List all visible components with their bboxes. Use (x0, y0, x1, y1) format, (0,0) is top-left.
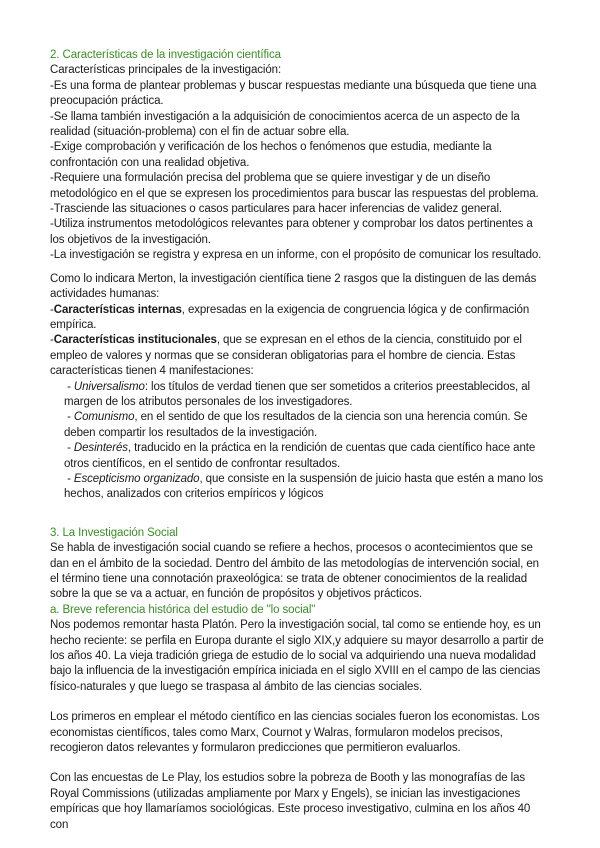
manifestation-text: , en el sentido de que los resultados de la ciencia son una herencia común. Se deben compartir los resultados de la investigación. (64, 411, 528, 439)
history-paragraph-1: Nos podemos remontar hasta Platón. Pero la investigación social, tal como se entiende hoy, es un hecho reciente: se perfila en Europa durante el siglo XIX,y adquiere su mayor desarrollo a partir de los años 40. La vieja tradición griega de estudio de lo social va adquiriendo una nueva modalidad bajo la influencia de la investigación empírica iniciada en el siglo XVIII en el campo de las ciencias físico-naturales y que luego se traspasa al ámbito de las ciencias sociales. (50, 619, 544, 693)
internas-label: Características internas (53, 303, 182, 316)
manifestation-term: Escepticismo organizado (73, 472, 200, 485)
manifestation-item: - Universalismo: los títulos de verdad tienen que ser sometidos a criterios preestablecidos, al margen de los atributos personales de los investigadores. (64, 380, 530, 408)
institucionales-paragraph: -Características institucionales, que se expresan en el ethos de la ciencia, constituido por el empleo de valores y normas que se consideran obligatorias para el hombre de ciencia. Estas características tienen 4 manifestaciones: (50, 334, 522, 378)
section-3a-subheading: a. Breve referencia histórica del estudio de "lo social" (50, 603, 316, 616)
manifestation-term: Universalismo (73, 380, 145, 393)
manifestation-item: - Comunismo, en el sentido de que los resultados de la ciencia son una herencia común. Se deben compartir los resultados de la investigación. (64, 411, 528, 439)
list-item: -La investigación se registra y expresa en un informe, con el propósito de comunicar los resultado. (50, 249, 542, 262)
list-item: -Requiere una formulación precisa del problema que se quiere investigar y de un diseño metodológico en el que se expresen los procedimientos para buscar las respuestas del problema. (50, 172, 539, 200)
manifestation-term: Comunismo (73, 411, 135, 424)
list-item: -Es una forma de plantear problemas y buscar respuestas mediante una búsqueda que tiene una preocupación práctica. (50, 79, 537, 108)
list-item: -Se llama también investigación a la adquisición de conocimientos acerca de un aspecto de la realidad (situación-problema) con el fin de actuar sobre ella. (50, 110, 520, 139)
list-item: -Trasciende las situaciones o casos particulares para hacer inferencias de validez general. (50, 203, 502, 216)
manifestation-text: , que consiste en la suspensión de juicio hasta que estén a mano los hechos, analizados con criterios empíricos y lógicos (64, 472, 544, 501)
manifestation-text: , traducido en la práctica en la rendición de cuentas que cada científico hace ante otros científicos, en el sentido de confrontar resultados. (64, 442, 536, 470)
manifestation-text: : los títulos de verdad tienen que ser sometidos a criterios preestablecidos, al margen de los atributos personales de los investigadores. (64, 380, 530, 408)
institucionales-label: Características institucionales (53, 334, 217, 347)
manifestation-term: Desinterés (73, 442, 128, 455)
internas-paragraph: -Características internas, expresadas en la exigencia de congruencia lógica y de confirmación empírica. (50, 303, 530, 331)
history-paragraph-3: Con las encuestas de Le Play, los estudios sobre la pobreza de Booth y las monografías de las Royal Commissions (utilizadas ampliamente por Marx y Engels), se inician las investigaciones empíricas que hoy llamaríamos sociológicas. Este proceso investigativo, culmina en los años 40 con (50, 772, 531, 831)
manifestation-item: - Escepticismo organizado, que consiste en la suspensión de juicio hasta que estén a mano los hechos, analizados con criterios empíricos y lógicos (64, 472, 544, 501)
history-paragraph-2: Los primeros en emplear el método científico en las ciencias sociales fueron los economistas. Los economistas científicos, tales como Marx, Cournot y Walras, formularon modelos precisos, recogieron datos relevantes y formularon predicciones que permitieron evaluarlos. (50, 711, 540, 755)
merton-paragraph: Como lo indicara Merton, la investigación científica tiene 2 rasgos que la distinguen de las demás actividades humanas: (50, 272, 537, 301)
list-item: -Utiliza instrumentos metodológicos relevantes para obtener y comprobar los datos pertinentes a los objetivos de la investigación. (50, 218, 533, 246)
section-3-heading: 3. La Investigación Social (50, 526, 178, 539)
section-3-intro: Se habla de investigación social cuando se refiere a hechos, procesos o acontecimientos que se dan en el ámbito de la sociedad. Dentro del ámbito de las metodologías de intervención social, en el término tiene una connotación praxeológica: se trata de obtener conocimientos de la realidad sobre la que se va a actuar, en función de propósitos y objetivos prácticos. (50, 542, 539, 601)
institucionales-text: , que se expresan en el ethos de la ciencia, constituido por el empleo de valores y normas que se consideran obligatorias para el hombre de ciencia. Estas características tienen 4 manifestaciones: (50, 334, 522, 378)
section-2-intro: Características principales de la investigación: (50, 64, 282, 77)
section-2-heading: 2. Características de la investigación científica (50, 49, 281, 61)
manifestation-item: - Desinterés, traducido en la práctica en la rendición de cuentas que cada científico hace ante otros científicos, en el sentido de confrontar resultados. (64, 442, 536, 470)
internas-text: , expresadas en la exigencia de congruencia lógica y de confirmación empírica. (50, 303, 530, 331)
list-item: -Exige comprobación y verificación de los hechos o fenómenos que estudia, mediante la confrontación con una realidad objetiva. (50, 141, 492, 169)
